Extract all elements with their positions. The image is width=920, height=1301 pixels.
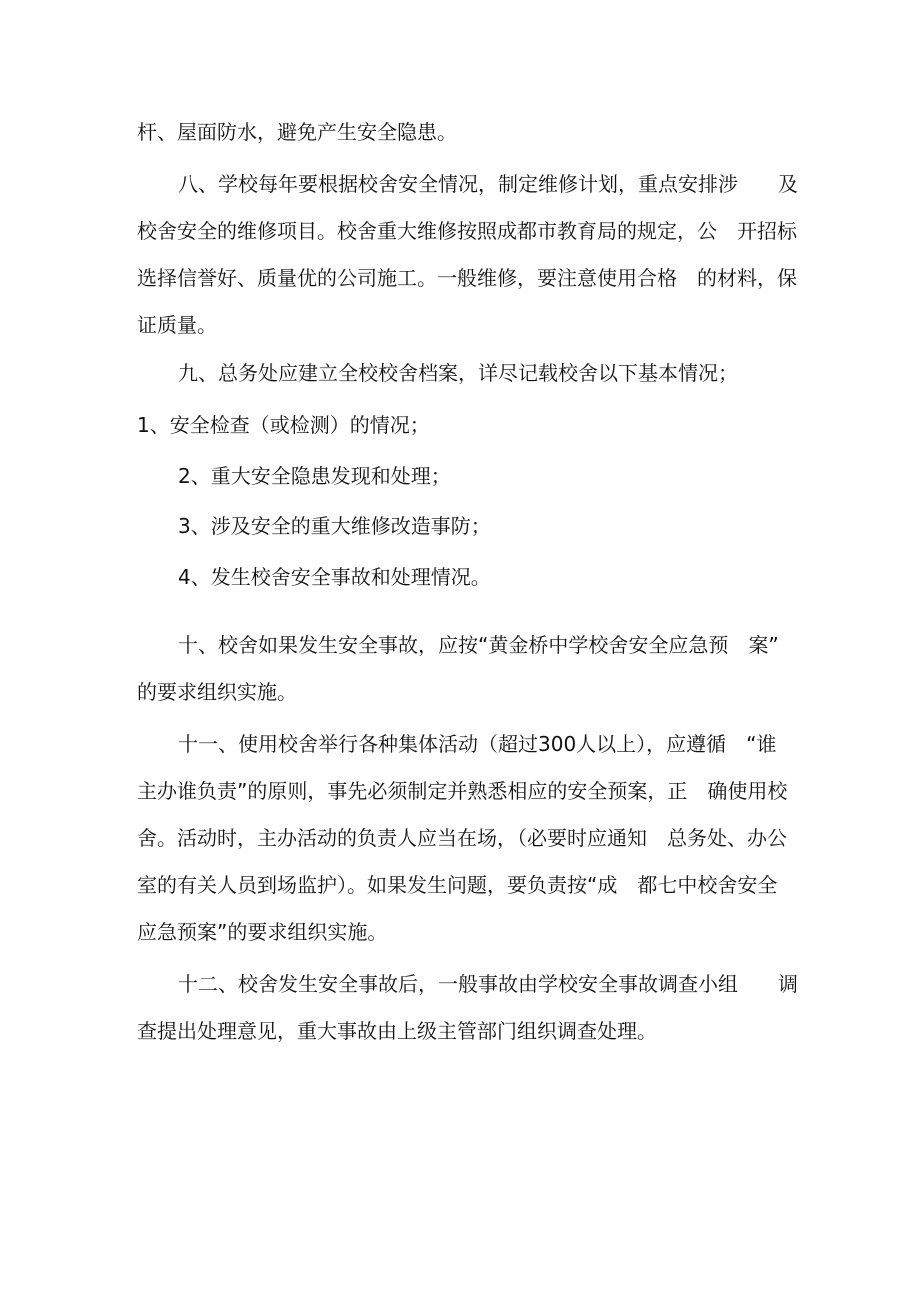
text-line: 舍。活动时，主办活动的负责人应当在场，（必要时应通知 总务处、办公 xyxy=(137,826,787,850)
text-line: 十、校舍如果发生安全事故，应按“黄金桥中学校舍安全应急预 案” xyxy=(178,633,779,657)
text-line: 杆、屋面防水，避免产生安全隐患。 xyxy=(137,120,457,144)
text-line: 主办谁负责”的原则，事先必须制定并熟悉相应的安全预案，正 确使用校 xyxy=(137,779,788,803)
text-line: 查提出处理意见，重大事故由上级主管部门组织调查处理。 xyxy=(137,1019,657,1043)
text-line: 证质量。 xyxy=(137,313,217,337)
text-line: 十一、使用校舍举行各种集体活动（超过300人以上），应遵循 “谁 xyxy=(178,732,777,756)
text-line: 4、发生校舍安全事故和处理情况。 xyxy=(178,565,491,589)
text-line: 室的有关人员到场监护）。如果发生问题，要负责按“成 都七中校舍安全 xyxy=(137,873,778,897)
text-line: 十二、校舍发生安全事故后，一般事故由学校安全事故调查小组 调 xyxy=(178,972,798,996)
text-line: 应急预案”的要求组织实施。 xyxy=(137,920,388,944)
text-line: 八、学校每年要根据校舍安全情况，制定维修计划，重点安排涉 及 xyxy=(178,172,798,196)
text-line: 3、涉及安全的重大维修改造事防； xyxy=(178,514,491,538)
text-line: 2、重大安全隐患发现和处理； xyxy=(178,464,451,488)
text-line: 校舍安全的维修项目。校舍重大维修按照成都市教育局的规定，公 开招标 xyxy=(137,219,797,243)
text-line: 选择信誉好、质量优的公司施工。一般维修，要注意使用合格 的材料，保 xyxy=(137,266,797,290)
text-line: 九、总务处应建立全校校舍档案，详尽记载校舍以下基本情况； xyxy=(178,361,738,385)
text-line: 1、安全检查（或检测）的情况； xyxy=(137,413,430,437)
text-line: 的要求组织实施。 xyxy=(137,680,297,704)
